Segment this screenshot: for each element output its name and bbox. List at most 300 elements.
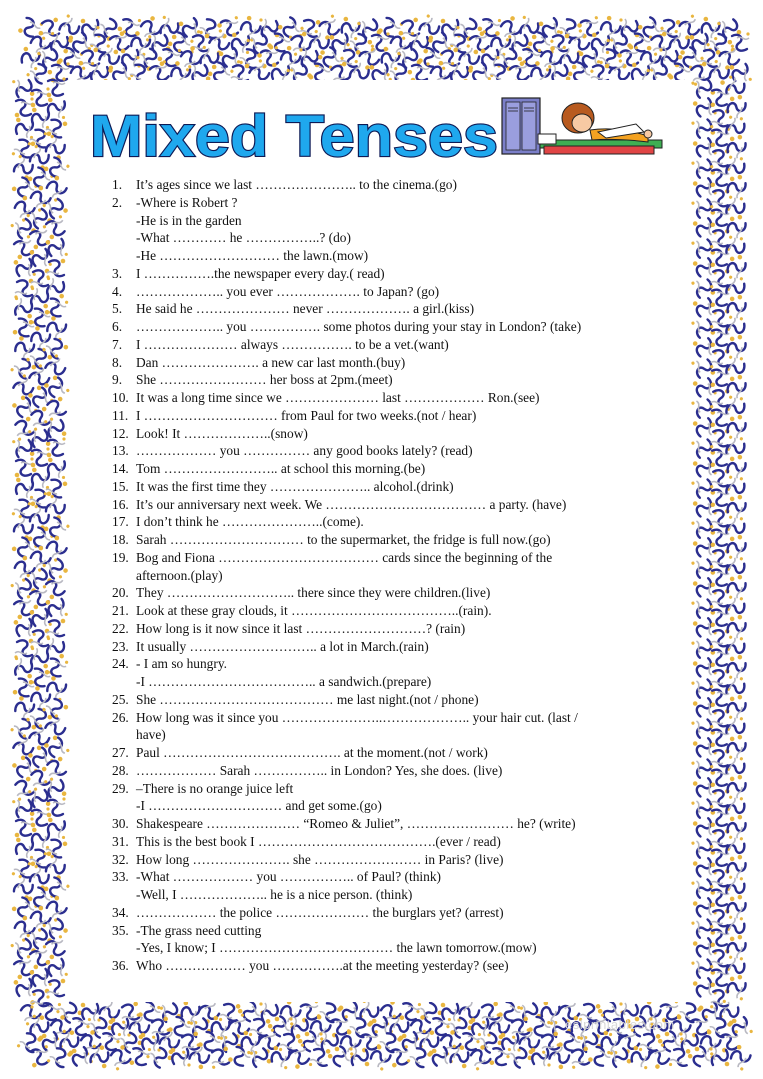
border-motif: [723, 835, 749, 860]
border-motif: [724, 176, 750, 201]
item-line: She ………………………………… me last night.(not / phone): [136, 691, 479, 707]
item-number: 33.: [112, 869, 129, 885]
border-motif: [692, 736, 717, 760]
item-line: -What ………… he ……………..? (do): [136, 230, 351, 246]
item-number: 26.: [112, 709, 129, 725]
item-text: [136, 354, 662, 372]
border-motif: [692, 616, 717, 640]
border-motif: [723, 395, 749, 420]
border-motif: [12, 416, 37, 441]
item-line: It usually ……………………….. a lot in March.(rain): [136, 638, 429, 654]
item-number: 18.: [112, 532, 129, 547]
border-motif: [689, 1015, 711, 1038]
border-motif: [723, 955, 749, 980]
border-motif: [12, 437, 35, 459]
item-line: -The grass need cutting: [136, 922, 262, 938]
exercise-item: [112, 815, 662, 833]
border-motif: [692, 456, 717, 480]
border-motif: [692, 176, 717, 200]
item-text: [136, 425, 662, 443]
exercise-item: [112, 407, 662, 425]
exercise-item: [112, 460, 662, 478]
border-motif: [692, 656, 717, 680]
border-motif: [589, 32, 612, 54]
item-number: 12.: [112, 425, 129, 441]
item-number: 34.: [112, 904, 129, 920]
border-motif: [416, 14, 443, 41]
item-line: They ……………………….. there since they were children.(live): [136, 585, 491, 601]
border-motif: [587, 1043, 613, 1070]
border-motif: [12, 77, 35, 99]
exercise-item: [112, 851, 662, 869]
exercise-list: [112, 176, 662, 975]
item-text: [136, 531, 662, 549]
item-number: 6.: [112, 319, 123, 334]
border-motif: [329, 1015, 351, 1038]
exercise-item: [112, 780, 662, 816]
border-motif: [349, 1047, 369, 1066]
border-motif: [119, 1001, 141, 1024]
border-motif: [724, 376, 750, 401]
item-number: 23.: [112, 638, 129, 654]
item-number: 30.: [112, 816, 129, 831]
item-line: ……………… Sarah …………….. in London? Yes, she does. (live): [136, 762, 503, 778]
item-number: 7.: [112, 336, 123, 352]
border-motif: [723, 515, 749, 540]
item-line: Bog and Fiona ……………………………… cards since the beginning of the: [136, 549, 553, 565]
border-motif: [628, 30, 653, 55]
border-motif: [692, 256, 717, 280]
border-motif: [728, 1015, 753, 1040]
item-number: 32.: [112, 851, 129, 867]
border-motif: [724, 856, 750, 881]
border-motif: [479, 1001, 501, 1024]
watermark: eslprintables.com: [565, 1017, 675, 1032]
item-number: 25.: [112, 691, 129, 707]
border-motif: [723, 235, 749, 260]
border-motif: [299, 1000, 321, 1023]
item-line: Sarah ………………………… to the supermarket, the fridge is full now.(go): [136, 532, 551, 547]
item-text: [136, 389, 662, 407]
item-text: [136, 868, 662, 904]
item-text: [136, 638, 662, 656]
border-motif: [692, 336, 717, 360]
border-motif: [723, 915, 749, 940]
border-motif: [31, 447, 50, 467]
exercise-item: [112, 531, 662, 549]
border-motif: [723, 675, 749, 700]
border-motif: [359, 1030, 381, 1053]
border-motif: [44, 756, 69, 781]
border-motif: [692, 496, 717, 520]
border-motif: [46, 259, 65, 279]
border-motif: [723, 435, 749, 460]
item-number: 20.: [112, 585, 129, 601]
item-line: Look at these gray clouds, it ………………………………..(rain).: [136, 603, 492, 618]
item-line: ……………….. you ever ………………. to Japan? (go): [136, 283, 440, 299]
item-line: - I am so hungry.: [136, 656, 227, 672]
exercise-item: [112, 265, 662, 283]
item-text: [136, 851, 662, 869]
item-text: [136, 691, 662, 709]
border-motif: [107, 1044, 133, 1071]
item-number: 31.: [112, 833, 129, 849]
border-motif: [723, 475, 749, 500]
border-motif: [31, 807, 50, 827]
border-motif: [724, 416, 750, 441]
border-motif: [15, 817, 34, 837]
border-motif: [268, 30, 293, 55]
border-motif: [723, 115, 749, 140]
item-number: 2.: [112, 194, 123, 210]
border-motif: [723, 355, 749, 380]
item-number: 15.: [112, 478, 129, 494]
item-number: 1.: [112, 177, 123, 192]
item-text: [136, 318, 662, 336]
exercise-item: [112, 194, 662, 265]
border-motif: [679, 1032, 699, 1051]
border-motif: [731, 32, 750, 52]
border-motif: [692, 816, 717, 840]
border-motif: [389, 1045, 411, 1068]
border-motif: [157, 15, 182, 40]
item-text: [136, 460, 662, 478]
border-motif: [692, 416, 717, 440]
border-motif: [14, 639, 33, 659]
item-number: 10.: [112, 390, 129, 405]
border-motif: [727, 1044, 754, 1071]
item-line: He said he ………………… never ………………. a girl.(kiss): [136, 301, 475, 317]
border-motif: [517, 15, 542, 40]
item-text: [136, 478, 662, 496]
border-motif: [723, 195, 749, 220]
border-motif: [723, 555, 749, 580]
border-motif: [724, 96, 750, 121]
border-motif: [723, 635, 749, 660]
exercise-item: [112, 709, 662, 745]
border-motif: [197, 998, 223, 1025]
border-motif: [692, 576, 717, 600]
border-motif: [709, 1047, 729, 1066]
item-line: Look! It ………………..(snow): [136, 425, 308, 441]
exercise-item: [112, 868, 662, 904]
item-text: [136, 336, 662, 354]
border-motif: [692, 376, 717, 400]
item-line: -I ………………………… and get some.(go): [136, 798, 382, 814]
exercise-item: [112, 744, 662, 762]
title-text: Mixed Tenses: [90, 104, 498, 169]
item-line: How long …………………. she …………………… in Paris? (live): [136, 851, 504, 867]
item-line: -Yes, I know; I ………………………………… the lawn tomorrow.(mow): [136, 940, 537, 956]
item-line: –There is no orange juice left: [136, 780, 294, 796]
item-number: 14.: [112, 461, 129, 476]
border-motif: [15, 457, 34, 477]
item-line: Paul …………………………………. at the moment.(not / work): [136, 745, 488, 760]
item-text: [136, 442, 662, 460]
worksheet-title: [86, 100, 506, 170]
item-text: [136, 265, 662, 283]
item-line: How long was it since you …………………..……………….. your hair cut. (last /: [136, 709, 578, 725]
border-motif: [44, 637, 67, 659]
item-number: 11.: [112, 407, 129, 423]
item-number: 4.: [112, 283, 123, 299]
item-text: [136, 655, 662, 691]
border-motif: [229, 32, 252, 54]
item-text: [136, 815, 662, 833]
border-motif: [12, 797, 35, 819]
border-motif: [406, 1044, 432, 1071]
exercise-item: [112, 371, 662, 389]
border-motif: [607, 1045, 632, 1070]
border-motif: [227, 1043, 253, 1070]
item-text: [136, 904, 662, 922]
border-motif: [44, 396, 69, 421]
item-number: 28.: [112, 762, 129, 778]
exercise-item: [112, 549, 662, 585]
border-motif: [43, 675, 70, 701]
border-motif: [723, 275, 749, 300]
item-line: I ………………………… from Paul for two weeks.(not / hear): [136, 407, 477, 423]
item-text: [136, 744, 662, 762]
border-motif: [723, 795, 749, 820]
border-motif: [724, 896, 750, 921]
border-motif: [692, 776, 717, 800]
exercise-item: [112, 638, 662, 656]
border-motif: [46, 619, 65, 639]
border-motif: [247, 1045, 272, 1070]
item-number: 27.: [112, 745, 129, 760]
border-motif: [407, 1014, 433, 1041]
item-number: 8.: [112, 354, 123, 370]
item-line: -I ……………………………….. a sandwich.(prepare): [136, 674, 432, 689]
border-motif: [289, 1017, 309, 1036]
border-motif: [437, 1029, 463, 1056]
border-motif: [692, 96, 717, 120]
item-text: [136, 922, 662, 958]
item-text: [136, 620, 662, 638]
item-line: It was a long time since we ………………… last ……………… Ron.(see): [136, 390, 540, 405]
border-motif: [14, 279, 33, 299]
item-number: 16.: [112, 496, 129, 512]
border-motif: [538, 16, 563, 41]
border-motif: [30, 269, 49, 289]
border-motif: [45, 597, 68, 619]
border-motif: [319, 1032, 339, 1051]
item-line: ……………….. you ……………. some photos during your stay in London? (take): [136, 319, 582, 334]
border-motif: [531, 1048, 551, 1067]
border-motif: [723, 155, 749, 180]
item-text: [136, 584, 662, 602]
exercise-item: [112, 904, 662, 922]
exercise-item: [112, 336, 662, 354]
item-line: It’s our anniversary next week. We ……………………………… a party. (have): [136, 496, 567, 512]
exercise-item: [112, 283, 662, 301]
border-motif: [12, 776, 37, 801]
student-reading-clipart: [498, 96, 668, 160]
border-motif: [377, 999, 403, 1026]
border-motif: [724, 456, 750, 481]
border-motif: [724, 616, 750, 641]
item-line: This is the best book I ………………………………….(ever / read): [136, 833, 501, 849]
item-text: [136, 549, 662, 585]
border-motif: [47, 797, 66, 817]
border-motif: [338, 16, 363, 41]
border-motif: [724, 736, 750, 761]
item-line: I …………….the newspaper every day.( read): [136, 265, 385, 281]
border-motif: [259, 1002, 279, 1021]
border-motif: [724, 656, 750, 681]
item-line: Shakespeare ………………… “Romeo & Juliet”, …………………… he? (write): [136, 816, 576, 831]
item-text: [136, 176, 662, 194]
border-motif: [47, 1014, 73, 1041]
border-motif: [724, 976, 750, 1001]
item-line: Tom …………………….. at school this morning.(be): [136, 461, 426, 476]
border-motif: [46, 979, 65, 999]
item-number: 22.: [112, 620, 129, 636]
border-motif: [724, 936, 750, 961]
item-line: ……………… the police ………………… the burglars yet? (arrest): [136, 904, 504, 920]
item-number: 5.: [112, 301, 123, 317]
border-motif: [277, 999, 304, 1026]
item-line: have): [136, 727, 166, 743]
item-line: -Where is Robert ?: [136, 194, 238, 210]
border-motif: [723, 315, 749, 340]
item-text: [136, 833, 662, 851]
border-motif: [692, 536, 717, 560]
item-line: -He ……………………… the lawn.(mow): [136, 248, 369, 263]
border-motif: [724, 336, 750, 361]
border-motif: [692, 976, 717, 1000]
border-motif: [44, 277, 67, 299]
border-motif: [77, 1029, 103, 1056]
border-motif: [46, 1044, 72, 1071]
item-number: 3.: [112, 265, 123, 281]
exercise-item: [112, 354, 662, 372]
border-motif: [724, 296, 750, 321]
border-motif: [28, 406, 53, 431]
border-motif: [45, 237, 68, 259]
border-motif: [338, 1000, 363, 1025]
item-text: [136, 709, 662, 745]
border-motif: [724, 496, 750, 521]
exercise-item: [112, 691, 662, 709]
border-motif: [724, 816, 750, 841]
item-text: [136, 300, 662, 318]
border-motif: [723, 595, 749, 620]
item-number: 29.: [112, 780, 129, 796]
item-line: It’s ages since we last ………………….. to the cinema.(go): [136, 177, 457, 192]
border-motif: [692, 856, 717, 880]
border-motif: [508, 32, 531, 54]
exercise-item: [112, 442, 662, 460]
item-line: She …………………… her boss at 2pm.(meet): [136, 372, 393, 388]
border-motif: [719, 1030, 741, 1053]
border-motif: [171, 1048, 191, 1067]
border-motif: [15, 97, 34, 117]
item-line: I don’t think he …………………..(come).: [136, 514, 364, 530]
border-motif: [178, 16, 203, 41]
item-line: I ………………… always ……………. to be a vet.(want): [136, 336, 449, 352]
border-motif: [44, 575, 69, 600]
item-line: Who ……………… you …………….at the meeting yesterday? (see): [136, 958, 509, 973]
exercise-item: [112, 176, 662, 194]
exercise-item: [112, 318, 662, 336]
border-motif: [10, 715, 37, 742]
border-motif: [692, 936, 717, 960]
item-number: 36.: [112, 958, 129, 973]
exercise-item: [112, 957, 662, 975]
item-text: [136, 407, 662, 425]
item-number: 17.: [112, 514, 129, 530]
border-motif: [506, 1044, 533, 1071]
border-motif: [30, 629, 49, 649]
exercise-item: [112, 478, 662, 496]
border-motif: [31, 87, 50, 107]
exercise-item: [112, 602, 662, 620]
border-motif: [692, 896, 717, 920]
border-motif: [724, 576, 750, 601]
border-motif: [148, 32, 171, 54]
border-motif: [43, 315, 70, 341]
exercise-item: [112, 620, 662, 638]
exercise-item: [112, 833, 662, 851]
border-motif: [692, 296, 717, 320]
border-motif: [146, 1044, 173, 1071]
exercise-item: [112, 425, 662, 443]
item-line: Dan …………………. a new car last month.(buy): [136, 354, 406, 370]
border-motif: [692, 696, 717, 720]
border-motif: [30, 989, 49, 1009]
item-text: [136, 283, 662, 301]
item-text: [136, 780, 662, 816]
border-motif: [724, 696, 750, 721]
item-text: [136, 513, 662, 531]
item-line: -He is in the garden: [136, 212, 242, 228]
item-number: 35.: [112, 922, 129, 938]
item-line: -What ……………… you …………….. of Paul? (think): [136, 869, 441, 885]
item-line: ……………… you …………… any good books lately? (read): [136, 443, 473, 459]
border-motif: [729, 62, 752, 84]
border-motif: [44, 935, 69, 960]
border-motif: [724, 256, 750, 281]
item-text: [136, 602, 662, 620]
item-line: -Well, I ……………….. he is a nice person. (think): [136, 887, 413, 902]
border-motif: [467, 1044, 493, 1071]
item-text: [136, 957, 662, 975]
border-motif: [669, 1046, 691, 1069]
border-motif: [723, 875, 749, 900]
border-motif: [56, 14, 83, 41]
border-motif: [10, 355, 37, 382]
border-motif: [309, 1046, 331, 1069]
border-motif: [692, 136, 717, 160]
item-line: It was the first time they ………………….. alcohol.(drink): [136, 478, 454, 494]
border-motif: [28, 766, 53, 791]
item-text: [136, 496, 662, 514]
exercise-item: [112, 513, 662, 531]
exercise-item: [112, 300, 662, 318]
exercise-item: [112, 762, 662, 780]
exercise-item: [112, 655, 662, 691]
item-text: [136, 194, 662, 265]
border-motif: [724, 536, 750, 561]
exercise-item: [112, 496, 662, 514]
border-motif: [723, 755, 749, 780]
border-motif: [723, 715, 749, 740]
border-motif: [724, 216, 750, 241]
item-number: 24.: [112, 656, 129, 672]
border-motif: [29, 1045, 51, 1068]
